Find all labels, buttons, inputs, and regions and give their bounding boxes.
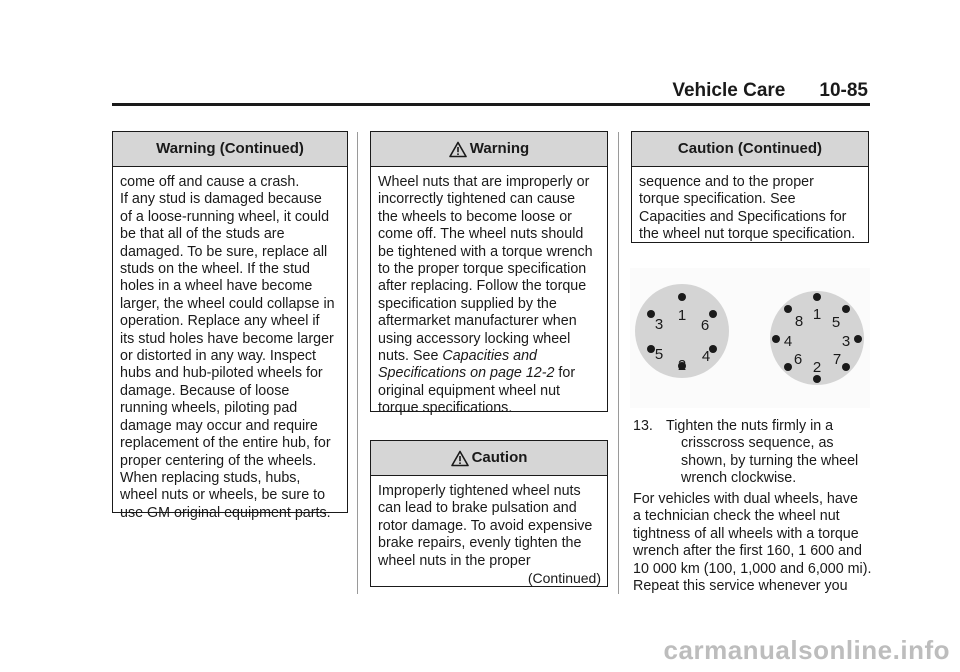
text-line: its stud holes have become larger xyxy=(120,330,334,347)
text-line: hubs and hub-piloted wheels for xyxy=(120,365,323,382)
text-line: tightness of all wheels with a torque xyxy=(633,525,859,542)
caution-body xyxy=(371,476,607,570)
text-line: or distorted in any way. Inspect xyxy=(120,348,317,365)
text-line: after replacing. Follow the torque xyxy=(378,278,587,295)
text-line: specification supplied by the xyxy=(378,295,557,312)
text-line: running wheels, piloting pad xyxy=(120,400,298,417)
caution-box xyxy=(370,440,608,587)
text-line: wrench after the first 160, 1 600 and xyxy=(633,543,862,560)
text-line: When replacing studs, hubs, xyxy=(120,469,301,486)
column-divider-2 xyxy=(618,132,619,594)
warning-box xyxy=(370,131,608,417)
lug-label: 5 xyxy=(654,346,664,363)
step-13 xyxy=(633,418,873,488)
lug-nut-dot xyxy=(647,310,655,318)
ref-suffix: for xyxy=(554,365,576,382)
column-divider-1 xyxy=(357,132,358,594)
text-line: using accessory locking wheel xyxy=(378,330,571,347)
eight-lug-wheel xyxy=(770,291,864,385)
text-line: can lead to brake pulsation and xyxy=(378,500,577,517)
text-line: operation. Replace any wheel if xyxy=(120,313,320,330)
lug-nut-dot xyxy=(709,310,717,318)
page-header xyxy=(672,80,868,102)
caution-triangle-icon xyxy=(451,450,469,467)
text-line: aftermarket manufacturer when xyxy=(378,313,577,330)
step-number: 13. xyxy=(633,418,653,434)
continued-label: (Continued) xyxy=(527,570,601,587)
lug-label: 2 xyxy=(677,357,687,374)
caution-title-text: Caution xyxy=(471,449,528,466)
lug-label: 4 xyxy=(783,333,793,350)
lug-nut-dot xyxy=(784,305,792,313)
lug-label: 2 xyxy=(812,359,822,376)
wheel-nut-sequence-diagram xyxy=(630,268,870,408)
cross-reference-link-page[interactable]: Specifications on page 12-2 xyxy=(378,365,555,382)
text-line: Capacities and Specifications for xyxy=(639,208,847,225)
warning-triangle-icon xyxy=(449,141,467,158)
text-line: come off. The wheel nuts should xyxy=(378,226,584,243)
text-line: of a loose-running wheel, it could xyxy=(120,208,330,225)
lug-nut-dot xyxy=(842,305,850,313)
warning-continued-box xyxy=(112,131,348,521)
lug-nut-dot xyxy=(784,363,792,371)
lug-nut-dot xyxy=(813,375,821,383)
step-text xyxy=(666,418,871,488)
caution-continued-box xyxy=(631,131,869,243)
text-line: torque specifications. xyxy=(378,400,513,417)
text-line: the wheel nut torque specification. xyxy=(639,226,856,243)
lug-nut-dot xyxy=(678,293,686,301)
lug-label: 8 xyxy=(794,313,804,330)
text-line xyxy=(378,348,601,365)
lug-nut-dot xyxy=(854,335,862,343)
text-line: torque specification. See xyxy=(639,191,796,208)
text-line: replacement of the entire hub, for xyxy=(120,435,331,452)
text-line: be that all of the studs are xyxy=(120,226,285,243)
text-line: wheel nuts or wheels, be sure to xyxy=(120,487,326,504)
text-line: For vehicles with dual wheels, have xyxy=(633,491,858,507)
lug-label: 1 xyxy=(677,307,687,324)
lug-label: 5 xyxy=(831,314,841,331)
lug-nut-dot xyxy=(772,335,780,343)
caution-continued-title: Caution (Continued) xyxy=(632,132,868,167)
warning-body xyxy=(371,167,607,418)
cross-reference-link[interactable]: Capacities and xyxy=(442,348,537,365)
text-line: wheel nuts in the proper xyxy=(378,552,531,569)
text-line: proper centering of the wheels. xyxy=(120,452,317,469)
header-rule xyxy=(112,103,870,106)
lug-nut-dot xyxy=(842,363,850,371)
lug-label: 4 xyxy=(701,348,711,365)
lug-label: 1 xyxy=(812,306,822,323)
warning-title xyxy=(371,132,607,167)
warning-continued-body xyxy=(113,167,347,522)
lug-label: 3 xyxy=(654,316,664,333)
text-line: a technician check the wheel nut xyxy=(633,508,840,525)
text-line: rotor damage. To avoid expensive xyxy=(378,517,593,534)
lug-label: 6 xyxy=(700,317,710,334)
caution-title xyxy=(371,441,607,476)
text-line: Improperly tightened wheel nuts xyxy=(378,483,581,499)
text-line: to the proper torque specification xyxy=(378,261,587,278)
lug-label: 7 xyxy=(832,351,842,368)
text-line: the wheels to become loose or xyxy=(378,208,572,225)
lug-label: 3 xyxy=(841,333,851,350)
lug-label: 6 xyxy=(793,351,803,368)
text-line: crisscross sequence, as xyxy=(681,435,834,452)
text-line: come off and cause a crash. xyxy=(120,174,300,190)
text-line: original equipment wheel nut xyxy=(378,382,561,399)
text-line: damaged. To be sure, replace all xyxy=(120,243,328,260)
text-line: be tightened with a torque wrench xyxy=(378,243,593,260)
warning-continued-title: Warning (Continued) xyxy=(113,132,347,167)
text-line: brake repairs, evenly tighten the xyxy=(378,535,582,552)
six-lug-wheel xyxy=(635,284,729,378)
see-prefix: nuts. See xyxy=(378,348,443,365)
text-line: damage. Because of loose xyxy=(120,382,290,399)
text-line: use GM original equipment parts. xyxy=(120,504,331,521)
warning-title-text: Warning xyxy=(469,140,530,157)
text-line: Wheel nuts that are improperly or xyxy=(378,174,590,190)
lug-nut-dot xyxy=(647,345,655,353)
section-title: Vehicle Care xyxy=(672,80,786,101)
text-line: holes in a wheel have become xyxy=(120,278,313,295)
text-line: wrench clockwise. xyxy=(681,470,797,487)
text-line: 10 000 km (100, 1,000 and 6,000 mi). xyxy=(633,560,872,577)
dual-wheel-paragraph xyxy=(633,491,873,595)
caution-continued-body xyxy=(632,167,868,244)
text-line: larger, the wheel could collapse in xyxy=(120,295,335,312)
text-line: If any stud is damaged because xyxy=(120,191,322,208)
text-line: Repeat this service whenever you xyxy=(633,578,848,595)
text-line: studs on the wheel. If the stud xyxy=(120,261,310,278)
lug-nut-dot xyxy=(709,345,717,353)
text-line: shown, by turning the wheel xyxy=(681,452,859,469)
text-line xyxy=(378,365,601,382)
text-line: incorrectly tightened can cause xyxy=(378,191,576,208)
text-line: Tighten the nuts firmly in a xyxy=(666,418,834,434)
text-line: damage may occur and require xyxy=(120,417,318,434)
watermark: carmanualsonline.info xyxy=(663,635,950,665)
page-number: 10-85 xyxy=(819,80,868,101)
lug-nut-dot xyxy=(813,293,821,301)
text-line: sequence and to the proper xyxy=(639,174,814,190)
